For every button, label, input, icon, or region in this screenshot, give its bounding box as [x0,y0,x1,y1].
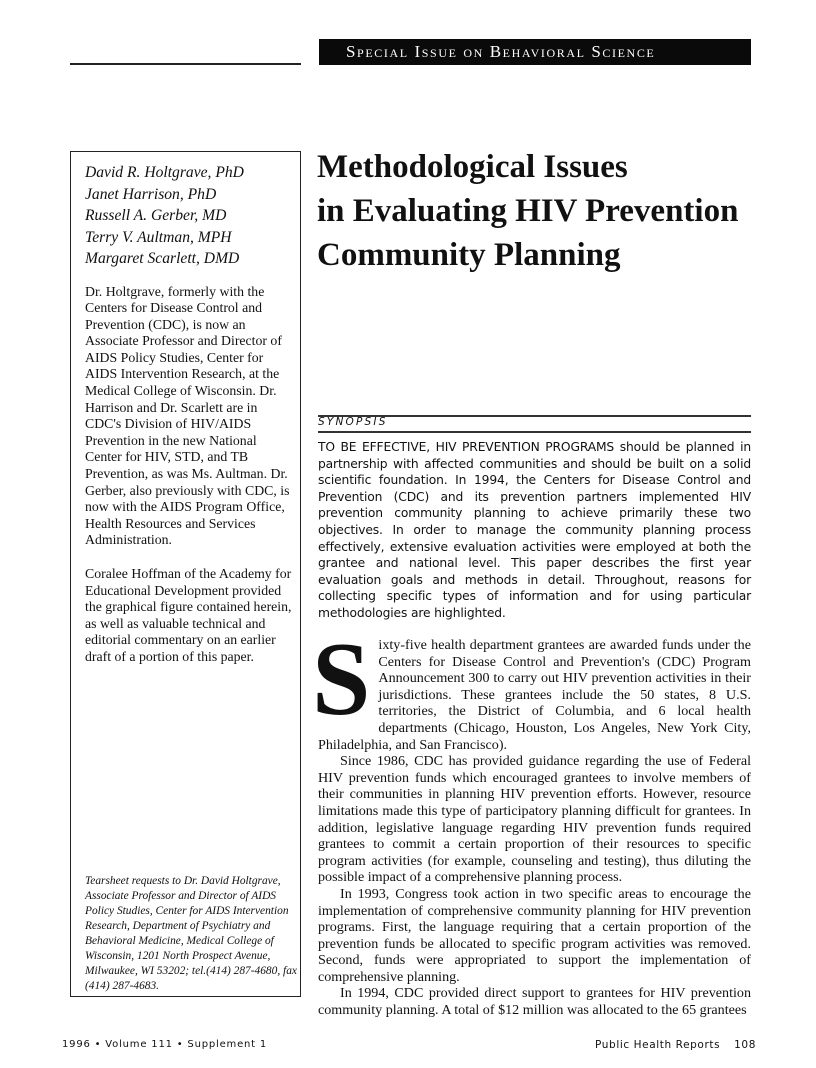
synopsis-body: should be planned in partnership with affected communities and should be built on a solid scientific foundation. In 1994, the Centers for Disease Control and Prevention (CDC) and its prevention partners implemented HIV prevention community planning to achieve primarily these two objectives. In order to manage the community planning process effectively, extensive evaluation activities were employed at both the grantee and national level. This paper describes the first year evaluation goals and methods in detail. Throughout, reasons for collecting specific types of information and for using particular methodologies are highlighted. [318,440,751,620]
author-info-box [70,151,301,997]
body-paragraph: Since 1986, CDC has provided guidance regarding the use of Federal HIV prevention funds which encouraged grantees to involve members of their communities in planning HIV prevention efforts. However, resource limitations made this type of participatory planning difficult for grantees. In addition, legislative language regarding HIV prevention funds required grantees to commit a certain proportion of their resources to specific program activities (for example, counseling and testing), thus diluting the possible impact of a comprehensive planning process. [318,753,751,886]
footer-journal [595,1039,756,1051]
synopsis-rule-bottom [318,431,751,433]
body-paragraph: In 1993, Congress took action in two specific areas to encourage the implementation of comprehensive community planning for HIV prevention programs. First, the language requiring that a certain proportion of the prevention funds be allocated to specific program activities was removed. Second, funds were appropriated to support the implementation of comprehensive planning. [318,885,751,985]
author: Margaret Scarlett, DMD [85,250,240,267]
author-list [85,162,300,270]
synopsis-label: SYNOPSIS [318,416,388,428]
article-title [317,145,767,277]
acknowledgment: Coralee Hoffman of the Academy for Educational Development provided the graphical figure contained herein, as well as valuable technical and editorial commentary on an earlier draft of a portion of this paper. [85,566,292,664]
article-body [312,620,751,1019]
body-paragraph: In 1994, CDC provided direct support to grantees for HIV prevention community planning. A total of $12 million was allocated to the 65 grantees [318,985,751,1019]
journal-name: Public Health Reports [595,1039,721,1051]
footer-issue-info: 1996 • Volume 111 • Supplement 1 [62,1039,268,1050]
author: Russell A. Gerber, MD [85,207,227,224]
author-affiliations: Dr. Holtgrave, formerly with the Centers for Disease Control and Prevention (CDC), is now an Associate Professor and Director of AIDS Policy Studies, Center for AIDS Intervention Research, at the Medical College of Wisconsin. Dr. Harrison and Dr. Scarlett are in CDC's Division of HIV/AIDS Prevention in the new National Center for HIV, STD, and TB Prevention, as was Ms. Aultman. Dr. Gerber, also previously with CDC, is now with the AIDS Program Office, Health Resources and Services Administration. [85,283,290,548]
title-line: in Evaluating HIV Prevention [317,193,739,229]
page-number: 108 [734,1039,756,1051]
section-banner: Special Issue on Behavioral Science [319,39,751,65]
tearsheet-requests: Tearsheet requests to Dr. David Holtgrave, Associate Professor and Director of AIDS Policy Studies, Center for AIDS Intervention Research, Department of Psychiatry and Behavioral Medicine, Medical College of Wisconsin, 1201 North Prospect Avenue, Milwaukee, WI 53202; tel.(414) 287-4680, fax (414) 287-4683. [85,875,297,992]
body-paragraph: Sixty-five health department grantees are awarded funds under the Centers for Disease Control and Prevention's (CDC) Program Announcement 300 to carry out HIV prevention activities in their jurisdictions. These grantees include the 50 states, 8 U.S. territories, the District of Columbia, and 6 local health departments (Chicago, Houston, Los Angeles, New York City, Philadelphia, and San Francisco). [312,620,751,753]
title-line: Methodological Issues [317,149,628,185]
synopsis-lead: TO BE EFFECTIVE, HIV PREVENTION PROGRAMS [318,440,615,454]
drop-cap: S [312,620,371,737]
author: Janet Harrison, PhD [85,185,217,203]
author: David R. Holtgrave, PhD [85,164,244,181]
synopsis-text [318,439,751,622]
header-rule [70,63,301,65]
author: Terry V. Aultman, MPH [85,228,232,246]
title-line: Community Planning [317,237,621,273]
